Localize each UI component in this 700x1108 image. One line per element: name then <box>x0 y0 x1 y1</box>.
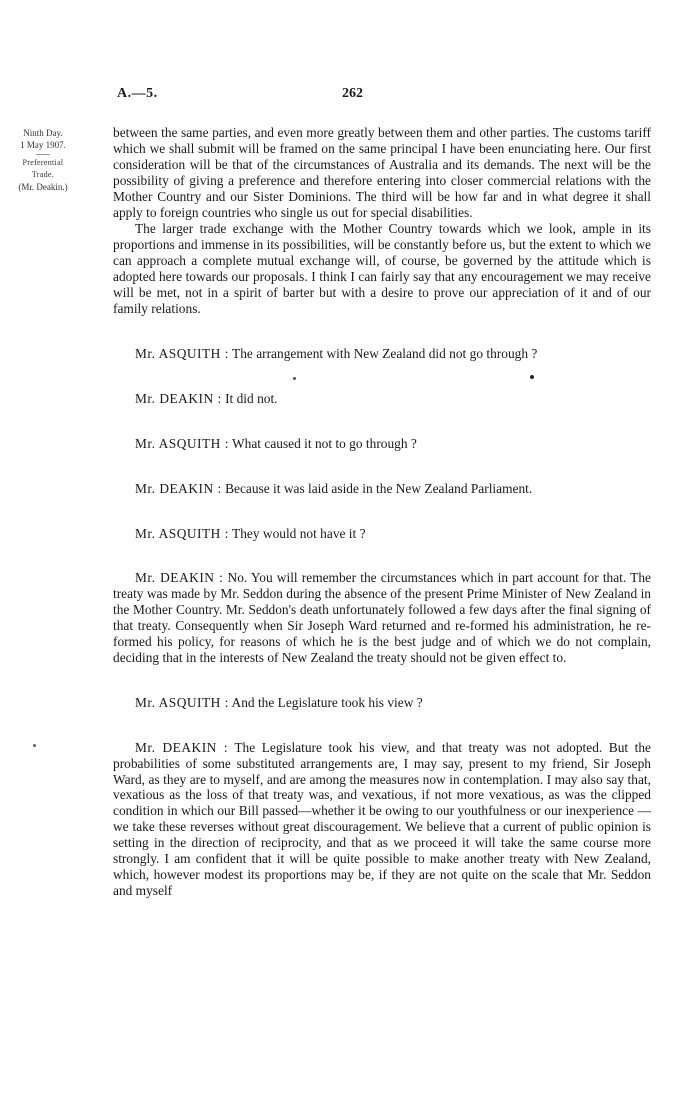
ink-speck <box>530 375 534 379</box>
dialogue-line <box>113 346 651 362</box>
dialogue-line <box>113 391 651 407</box>
speaker-name: Mr. ASQUITH : <box>135 345 229 361</box>
speaker-name: Mr. ASQUITH : <box>135 525 229 541</box>
paragraph <box>113 221 651 316</box>
margin-date: 1 May 1907. <box>20 140 66 150</box>
margin-divider <box>36 154 50 155</box>
speech-text: And the Legislature took his view ? <box>231 694 423 710</box>
speaker-name: Mr. DEAKIN : <box>135 570 224 586</box>
ink-speck <box>293 377 296 380</box>
dialogue-line <box>113 481 651 497</box>
speech-text: It did not. <box>225 390 278 406</box>
speaker-name: Mr. DEAKIN : <box>135 739 229 755</box>
paragraph-text: The larger trade exchange with the Mother Country towards which we look, ample in its proportions and immense in its possibilities, will be constantly before us, but the extent to which we can approach a complete mutual exchange will, of course, be governed by the attitude which is adopted here towards our proposals. I think I can fairly say that any encouragement we may receive will be met, not in a spirit of barter but with a desire to prove our appreciation of it and of our family relations. <box>113 221 651 316</box>
speaker-name: Mr. DEAKIN : <box>135 390 222 406</box>
margin-notes <box>14 127 72 193</box>
speech-text: What caused it not to go through ? <box>232 435 417 451</box>
speaker-name: Mr. ASQUITH : <box>135 694 229 710</box>
margin-speaker: (Mr. Deakin.) <box>18 182 68 192</box>
speech-text: The Legislature took his view, and that treaty was not adopted. But the probabilities of some substituted arrangements are, I may say, present to my friend, Sir Joseph Ward, as they are to myself, and are among the measures now in contemplation. I may also say that, vexatious as the loss of that treaty was, and vexatious, if not more vexatious, as was the clipped condition in which our Bill passed—whether it be owing to our youthfulness or our inexperience — we take these reverses without great discouragement. We believe that a current of public opinion is setting in the direction of reciprocity, and that as we proceed it will take the same course more strongly. I am confident that it will be quite possible to make another treaty with New Zealand, which, however modest its proportions may be, if they are not quite on the scale that Mr. Seddon and myself <box>113 739 651 898</box>
page-number: 262 <box>342 86 363 101</box>
dialogue-line <box>113 526 651 542</box>
paragraph <box>113 125 651 220</box>
paragraph-text: between the same parties, and even more greatly between them and other parties. The customs tariff which we shall submit will be framed on the same principal I have been enunciating here. Our first consideration will be that of the circumstances of Australia and its demands. The next will be the possibility of giving a preference and therefore entering into closer commercial relations with the Mother Country and our Sister Dominions. The third will be how far and in what degree it shall apply to foreign countries who single us out for special disabilities. <box>113 125 651 220</box>
body-text <box>113 125 651 899</box>
margin-topic-line1: Preferential <box>22 158 64 167</box>
speech-text: Because it was laid aside in the New Zealand Parliament. <box>225 480 533 496</box>
ink-speck <box>33 744 36 747</box>
margin-topic-line2: Trade. <box>31 170 55 179</box>
document-id: A.—5. <box>117 86 158 101</box>
dialogue-line <box>113 570 651 665</box>
dialogue-line <box>113 695 651 711</box>
speech-text: They would not have it ? <box>232 525 366 541</box>
margin-day: Ninth Day. <box>23 128 63 138</box>
dialogue-line <box>113 436 651 452</box>
speaker-name: Mr. ASQUITH : <box>135 435 229 451</box>
speaker-name: Mr. DEAKIN : <box>135 480 222 496</box>
speech-text: The arrangement with New Zealand did not go through ? <box>232 345 538 361</box>
speech-text: No. You will remember the circumstances which in part account for that. The treaty was made by Mr. Seddon during the absence of the present Prime Minister of New Zealand in the Mother Country. Mr. Seddon's death unfortunately followed a few days after the final signing of that treaty. Consequently when Sir Joseph Ward returned and re-formed his administration, he re-formed his policy, for reasons of which he is the best judge and of which we do not complain, deciding that in the interests of New Zealand the treaty should not be given effect to. <box>113 570 651 665</box>
dialogue-line <box>113 740 651 899</box>
